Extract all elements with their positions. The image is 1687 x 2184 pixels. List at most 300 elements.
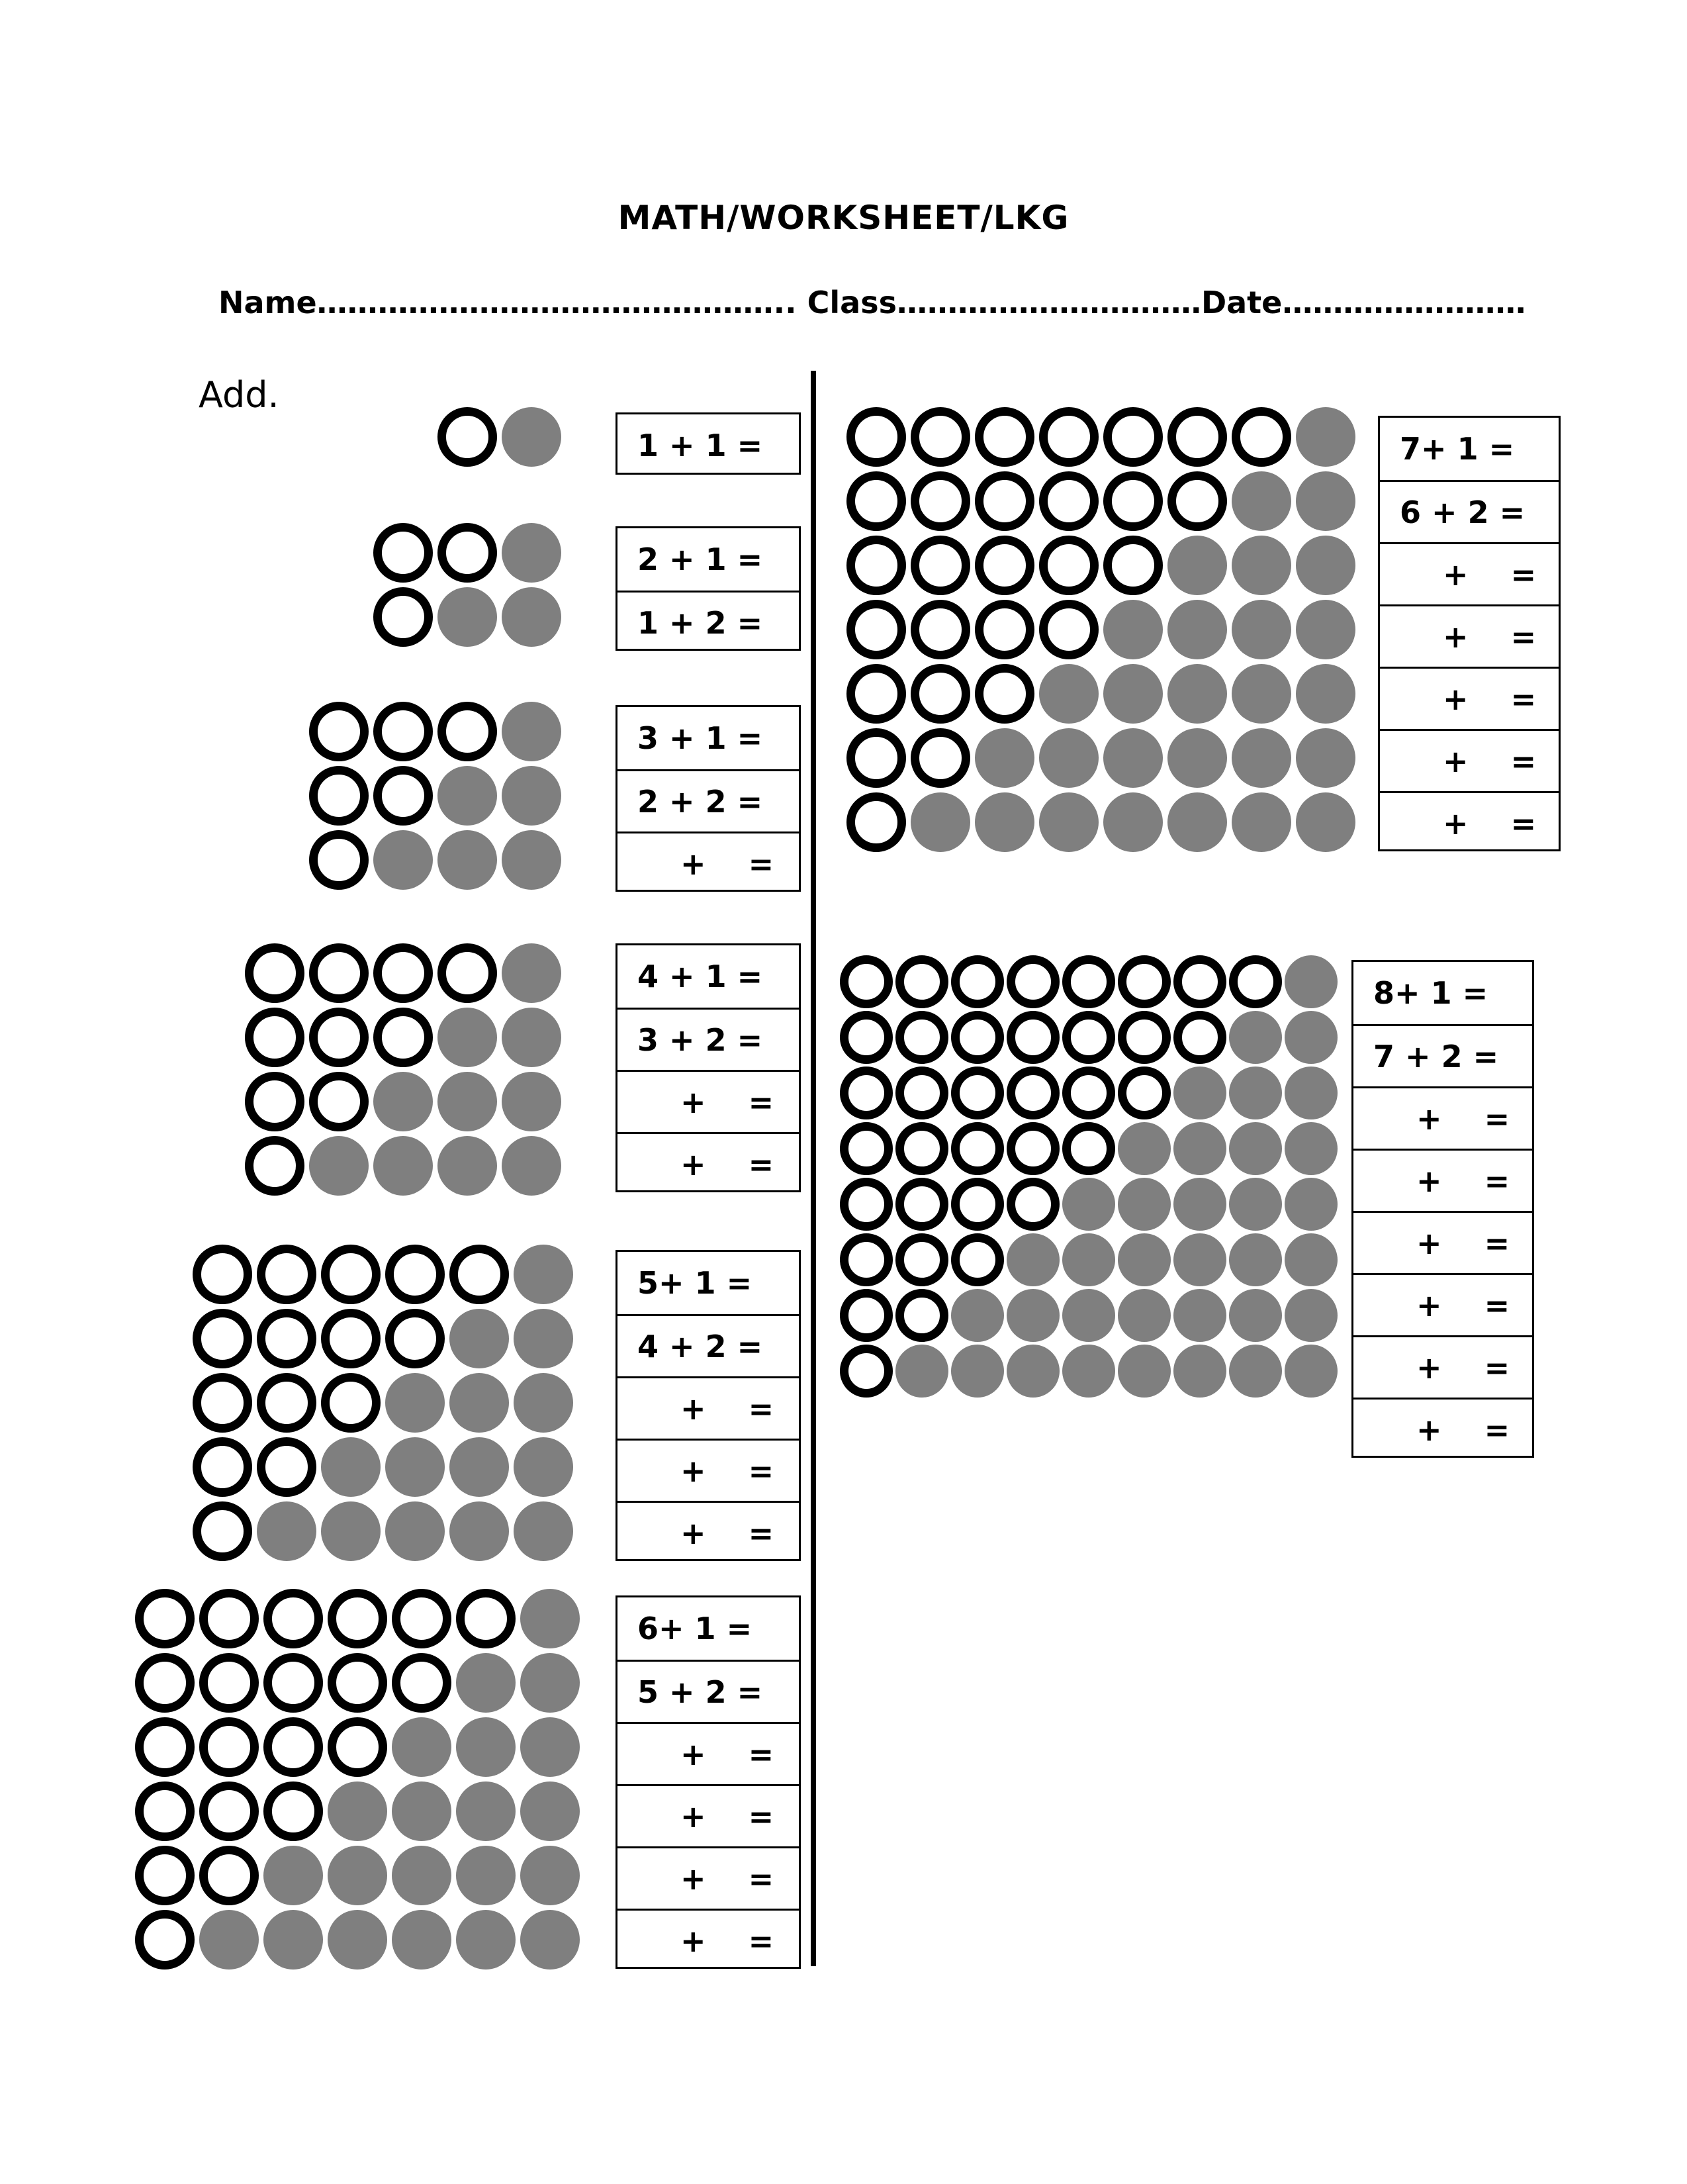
filled-circle xyxy=(911,792,970,852)
filled-circle xyxy=(392,1781,451,1841)
filled-circle xyxy=(1296,664,1355,724)
filled-circle xyxy=(1173,1067,1226,1119)
open-circle xyxy=(245,1008,304,1067)
open-circle xyxy=(135,1717,195,1777)
filled-circle xyxy=(975,728,1034,788)
open-circle xyxy=(895,1067,948,1119)
open-circle xyxy=(257,1437,316,1497)
equation-text: + = xyxy=(1416,1225,1510,1261)
open-circle xyxy=(193,1245,252,1304)
filled-circle xyxy=(1173,1122,1226,1175)
open-circle xyxy=(263,1589,323,1648)
equation-text: 1 + 1 = xyxy=(637,428,763,463)
open-circle xyxy=(1103,471,1163,531)
equation-box-8 xyxy=(1351,960,1534,1458)
open-circle xyxy=(1007,955,1060,1008)
filled-circle xyxy=(392,1846,451,1905)
open-circle xyxy=(199,1653,259,1713)
filled-circle xyxy=(437,587,497,647)
filled-circle xyxy=(502,1136,561,1196)
student-info-line[interactable]: Name……………………………………….. Class…………………………Date…………………… xyxy=(218,285,1526,320)
open-circle xyxy=(1007,1178,1060,1231)
open-circle xyxy=(1229,955,1282,1008)
filled-circle xyxy=(514,1373,573,1433)
open-circle xyxy=(1039,471,1099,531)
equation-text: 3 + 1 = xyxy=(637,720,763,756)
open-circle xyxy=(321,1373,381,1433)
open-circle xyxy=(193,1309,252,1368)
open-circle xyxy=(373,702,433,761)
open-circle xyxy=(437,407,497,467)
filled-circle xyxy=(1285,1233,1338,1286)
equation-text: 4 + 1 = xyxy=(637,959,763,994)
worksheet-title: MATH/WORKSHEET/LKG xyxy=(617,199,1070,237)
equation-text: 7 + 2 = xyxy=(1373,1038,1499,1074)
open-circle xyxy=(911,664,970,724)
filled-circle xyxy=(502,830,561,890)
filled-circle xyxy=(1167,792,1227,852)
filled-circle xyxy=(1103,728,1163,788)
equation-row[interactable] xyxy=(617,769,799,831)
open-circle xyxy=(328,1717,387,1777)
filled-circle xyxy=(1229,1122,1282,1175)
open-circle xyxy=(199,1781,259,1841)
open-circle xyxy=(135,1781,195,1841)
equation-row[interactable] xyxy=(617,707,799,769)
open-circle xyxy=(840,1122,893,1175)
filled-circle xyxy=(520,1846,580,1905)
blank-equation-row[interactable] xyxy=(1353,1335,1532,1398)
open-circle xyxy=(257,1245,316,1304)
open-circle xyxy=(373,943,433,1003)
filled-circle xyxy=(385,1437,445,1497)
filled-circle xyxy=(1039,792,1099,852)
equation-text: + = xyxy=(680,845,774,882)
filled-circle xyxy=(1062,1233,1115,1286)
filled-circle xyxy=(328,1846,387,1905)
equation-text: + = xyxy=(680,1860,774,1897)
filled-circle xyxy=(456,1781,516,1841)
equation-text: + = xyxy=(680,1798,774,1834)
equation-row[interactable] xyxy=(617,1008,799,1070)
open-circle xyxy=(840,1178,893,1231)
open-circle xyxy=(840,1233,893,1286)
open-circle xyxy=(975,536,1034,595)
equation-text: 5+ 1 = xyxy=(637,1265,752,1301)
equation-box-6 xyxy=(616,1595,801,1969)
filled-circle xyxy=(309,1136,369,1196)
equation-text: + = xyxy=(680,1923,774,1959)
open-circle xyxy=(911,471,970,531)
open-circle xyxy=(951,1067,1004,1119)
filled-circle xyxy=(1285,955,1338,1008)
open-circle xyxy=(1167,407,1227,467)
filled-circle xyxy=(385,1501,445,1561)
open-circle xyxy=(846,407,906,467)
filled-circle xyxy=(1296,600,1355,659)
open-circle xyxy=(309,1072,369,1131)
filled-circle xyxy=(502,943,561,1003)
open-circle xyxy=(911,600,970,659)
open-circle xyxy=(193,1501,252,1561)
equation-row[interactable] xyxy=(617,591,799,653)
blank-equation-row[interactable] xyxy=(1380,667,1559,729)
blank-equation-row[interactable] xyxy=(1380,542,1559,604)
filled-circle xyxy=(1062,1178,1115,1231)
blank-equation-row[interactable] xyxy=(1380,729,1559,791)
filled-circle xyxy=(1232,728,1291,788)
filled-circle xyxy=(437,1072,497,1131)
filled-circle xyxy=(1296,728,1355,788)
blank-equation-row[interactable] xyxy=(617,1070,799,1132)
filled-circle xyxy=(1232,792,1291,852)
blank-equation-row[interactable] xyxy=(617,1132,799,1194)
open-circle xyxy=(328,1589,387,1648)
filled-circle xyxy=(1296,536,1355,595)
equation-box-3 xyxy=(616,705,801,892)
equation-box-7 xyxy=(1378,416,1561,851)
open-circle xyxy=(437,943,497,1003)
filled-circle xyxy=(321,1437,381,1497)
equation-text: 2 + 2 = xyxy=(637,783,763,820)
filled-circle xyxy=(1103,792,1163,852)
equation-text: 4 + 2 = xyxy=(637,1328,763,1364)
filled-circle xyxy=(449,1501,509,1561)
open-circle xyxy=(193,1373,252,1433)
equation-row[interactable] xyxy=(617,1660,799,1722)
open-circle xyxy=(199,1846,259,1905)
blank-equation-row[interactable] xyxy=(1353,1273,1532,1335)
filled-circle xyxy=(1232,664,1291,724)
filled-circle xyxy=(1229,1011,1282,1064)
equation-row[interactable] xyxy=(1380,480,1559,542)
open-circle xyxy=(846,471,906,531)
open-circle xyxy=(895,1178,948,1231)
filled-circle xyxy=(502,587,561,647)
open-circle xyxy=(1062,955,1115,1008)
open-circle xyxy=(263,1781,323,1841)
blank-equation-row[interactable] xyxy=(617,1909,799,1971)
open-circle xyxy=(328,1653,387,1713)
blank-equation-row[interactable] xyxy=(1353,1149,1532,1211)
filled-circle xyxy=(502,702,561,761)
equation-row[interactable] xyxy=(617,1597,799,1660)
open-circle xyxy=(840,1289,893,1342)
equation-row[interactable] xyxy=(617,528,799,591)
open-circle xyxy=(1173,955,1226,1008)
filled-circle xyxy=(514,1245,573,1304)
open-circle xyxy=(975,600,1034,659)
filled-circle xyxy=(1229,1289,1282,1342)
open-circle xyxy=(309,1008,369,1067)
blank-equation-row[interactable] xyxy=(1353,1211,1532,1273)
equation-text: + = xyxy=(1443,805,1537,841)
open-circle xyxy=(1167,471,1227,531)
equation-row[interactable] xyxy=(617,414,799,477)
filled-circle xyxy=(456,1717,516,1777)
open-circle xyxy=(1118,1067,1171,1119)
filled-circle xyxy=(263,1846,323,1905)
equation-row[interactable] xyxy=(617,945,799,1008)
filled-circle xyxy=(257,1501,316,1561)
blank-equation-row[interactable] xyxy=(1353,1086,1532,1149)
open-circle xyxy=(385,1309,445,1368)
filled-circle xyxy=(1007,1289,1060,1342)
open-circle xyxy=(437,702,497,761)
open-circle xyxy=(309,702,369,761)
filled-circle xyxy=(392,1910,451,1970)
equation-text: 8+ 1 = xyxy=(1373,975,1488,1011)
filled-circle xyxy=(520,1717,580,1777)
filled-circle xyxy=(1103,664,1163,724)
filled-circle xyxy=(328,1781,387,1841)
filled-circle xyxy=(1285,1178,1338,1231)
filled-circle xyxy=(1173,1178,1226,1231)
filled-circle xyxy=(1229,1345,1282,1398)
filled-circle xyxy=(1285,1067,1338,1119)
open-circle xyxy=(1039,536,1099,595)
filled-circle xyxy=(456,1846,516,1905)
open-circle xyxy=(1007,1011,1060,1064)
filled-circle xyxy=(437,766,497,826)
open-circle xyxy=(449,1245,509,1304)
open-circle xyxy=(846,536,906,595)
blank-equation-row[interactable] xyxy=(617,1439,799,1501)
filled-circle xyxy=(1007,1233,1060,1286)
equation-row[interactable] xyxy=(1380,418,1559,480)
filled-circle xyxy=(328,1910,387,1970)
filled-circle xyxy=(502,1072,561,1131)
open-circle xyxy=(1039,407,1099,467)
open-circle xyxy=(456,1589,516,1648)
filled-circle xyxy=(1118,1122,1171,1175)
open-circle xyxy=(245,1136,304,1196)
open-circle xyxy=(1062,1011,1115,1064)
filled-circle xyxy=(1296,471,1355,531)
blank-equation-row[interactable] xyxy=(1380,791,1559,853)
open-circle xyxy=(1062,1067,1115,1119)
open-circle xyxy=(840,955,893,1008)
filled-circle xyxy=(951,1289,1004,1342)
filled-circle xyxy=(502,766,561,826)
filled-circle xyxy=(1103,600,1163,659)
equation-text: 7+ 1 = xyxy=(1400,431,1515,467)
equation-text: + = xyxy=(680,1515,774,1551)
equation-box-1 xyxy=(616,412,801,475)
open-circle xyxy=(257,1309,316,1368)
equation-text: + = xyxy=(1416,1100,1510,1137)
equation-text: + = xyxy=(1416,1349,1510,1386)
filled-circle xyxy=(437,1008,497,1067)
filled-circle xyxy=(1118,1345,1171,1398)
open-circle xyxy=(1232,407,1291,467)
equation-text: + = xyxy=(680,1146,774,1182)
open-circle xyxy=(385,1245,445,1304)
filled-circle xyxy=(502,407,561,467)
equation-text: + = xyxy=(680,1736,774,1772)
open-circle xyxy=(951,955,1004,1008)
open-circle xyxy=(263,1653,323,1713)
open-circle xyxy=(373,587,433,647)
filled-circle xyxy=(456,1653,516,1713)
filled-circle xyxy=(437,1136,497,1196)
filled-circle xyxy=(263,1910,323,1970)
filled-circle xyxy=(1062,1289,1115,1342)
equation-text: 1 + 2 = xyxy=(637,604,763,641)
blank-equation-row[interactable] xyxy=(617,1722,799,1784)
equation-text: + = xyxy=(1416,1287,1510,1323)
blank-equation-row[interactable] xyxy=(617,1501,799,1563)
open-circle xyxy=(840,1011,893,1064)
filled-circle xyxy=(1285,1289,1338,1342)
equation-text: 2 + 1 = xyxy=(637,542,763,577)
filled-circle xyxy=(951,1345,1004,1398)
open-circle xyxy=(373,766,433,826)
filled-circle xyxy=(456,1910,516,1970)
open-circle xyxy=(1007,1122,1060,1175)
open-circle xyxy=(135,1910,195,1970)
open-circle xyxy=(437,523,497,583)
filled-circle xyxy=(449,1309,509,1368)
open-circle xyxy=(193,1437,252,1497)
open-circle xyxy=(321,1245,381,1304)
blank-equation-row[interactable] xyxy=(617,831,799,894)
open-circle xyxy=(373,1008,433,1067)
open-circle xyxy=(840,1345,893,1398)
filled-circle xyxy=(1296,792,1355,852)
open-circle xyxy=(135,1589,195,1648)
equation-text: + = xyxy=(680,1390,774,1427)
filled-circle xyxy=(1229,1178,1282,1231)
filled-circle xyxy=(502,523,561,583)
blank-equation-row[interactable] xyxy=(1353,1398,1532,1460)
open-circle xyxy=(199,1717,259,1777)
equation-row[interactable] xyxy=(1353,962,1532,1024)
open-circle xyxy=(135,1653,195,1713)
equation-text: 5 + 2 = xyxy=(637,1674,763,1710)
instruction-text: Add. xyxy=(199,374,279,416)
filled-circle xyxy=(1007,1345,1060,1398)
equation-text: + = xyxy=(1443,743,1537,779)
filled-circle xyxy=(520,1910,580,1970)
open-circle xyxy=(373,523,433,583)
open-circle xyxy=(392,1589,451,1648)
filled-circle xyxy=(1167,664,1227,724)
filled-circle xyxy=(199,1910,259,1970)
blank-equation-row[interactable] xyxy=(617,1376,799,1439)
open-circle xyxy=(895,1011,948,1064)
open-circle xyxy=(911,728,970,788)
blank-equation-row[interactable] xyxy=(617,1846,799,1909)
equation-text: + = xyxy=(680,1084,774,1120)
filled-circle xyxy=(975,792,1034,852)
filled-circle xyxy=(1173,1289,1226,1342)
open-circle xyxy=(135,1846,195,1905)
filled-circle xyxy=(1285,1011,1338,1064)
equation-box-5 xyxy=(616,1250,801,1561)
open-circle xyxy=(1118,1011,1171,1064)
blank-equation-row[interactable] xyxy=(1380,604,1559,667)
open-circle xyxy=(1039,600,1099,659)
filled-circle xyxy=(502,1008,561,1067)
open-circle xyxy=(846,728,906,788)
filled-circle xyxy=(1296,407,1355,467)
filled-circle xyxy=(1039,664,1099,724)
equation-text: 6+ 1 = xyxy=(637,1611,752,1646)
filled-circle xyxy=(449,1373,509,1433)
open-circle xyxy=(895,955,948,1008)
filled-circle xyxy=(1118,1289,1171,1342)
open-circle xyxy=(245,943,304,1003)
filled-circle xyxy=(449,1437,509,1497)
filled-circle xyxy=(514,1309,573,1368)
open-circle xyxy=(199,1589,259,1648)
equation-text: + = xyxy=(1416,1163,1510,1199)
equation-text: + = xyxy=(1416,1411,1510,1448)
open-circle xyxy=(840,1067,893,1119)
filled-circle xyxy=(520,1781,580,1841)
equation-box-4 xyxy=(616,943,801,1192)
equation-text: 6 + 2 = xyxy=(1400,494,1526,530)
filled-circle xyxy=(373,1136,433,1196)
column-divider xyxy=(811,371,816,1966)
open-circle xyxy=(951,1122,1004,1175)
equation-text: + = xyxy=(1443,618,1537,655)
open-circle xyxy=(911,536,970,595)
open-circle xyxy=(951,1178,1004,1231)
open-circle xyxy=(951,1011,1004,1064)
filled-circle xyxy=(1173,1345,1226,1398)
open-circle xyxy=(975,471,1034,531)
filled-circle xyxy=(514,1437,573,1497)
open-circle xyxy=(392,1653,451,1713)
open-circle xyxy=(1007,1067,1060,1119)
blank-equation-row[interactable] xyxy=(617,1784,799,1846)
open-circle xyxy=(895,1289,948,1342)
equation-text: 3 + 2 = xyxy=(637,1021,763,1058)
filled-circle xyxy=(1118,1178,1171,1231)
filled-circle xyxy=(1118,1233,1171,1286)
filled-circle xyxy=(1039,728,1099,788)
filled-circle xyxy=(1232,536,1291,595)
filled-circle xyxy=(437,830,497,890)
filled-circle xyxy=(1232,600,1291,659)
open-circle xyxy=(1103,536,1163,595)
open-circle xyxy=(911,407,970,467)
filled-circle xyxy=(373,1072,433,1131)
open-circle xyxy=(321,1309,381,1368)
open-circle xyxy=(263,1717,323,1777)
equation-row[interactable] xyxy=(617,1314,799,1376)
equation-box-2 xyxy=(616,526,801,651)
open-circle xyxy=(309,830,369,890)
filled-circle xyxy=(321,1501,381,1561)
filled-circle xyxy=(514,1501,573,1561)
filled-circle xyxy=(373,830,433,890)
open-circle xyxy=(895,1233,948,1286)
filled-circle xyxy=(1173,1233,1226,1286)
open-circle xyxy=(1103,407,1163,467)
open-circle xyxy=(245,1072,304,1131)
open-circle xyxy=(951,1233,1004,1286)
equation-row[interactable] xyxy=(1353,1024,1532,1086)
filled-circle xyxy=(895,1345,948,1398)
open-circle xyxy=(309,766,369,826)
equation-row[interactable] xyxy=(617,1252,799,1314)
equation-text: + = xyxy=(1443,556,1537,593)
open-circle xyxy=(1173,1011,1226,1064)
filled-circle xyxy=(520,1589,580,1648)
